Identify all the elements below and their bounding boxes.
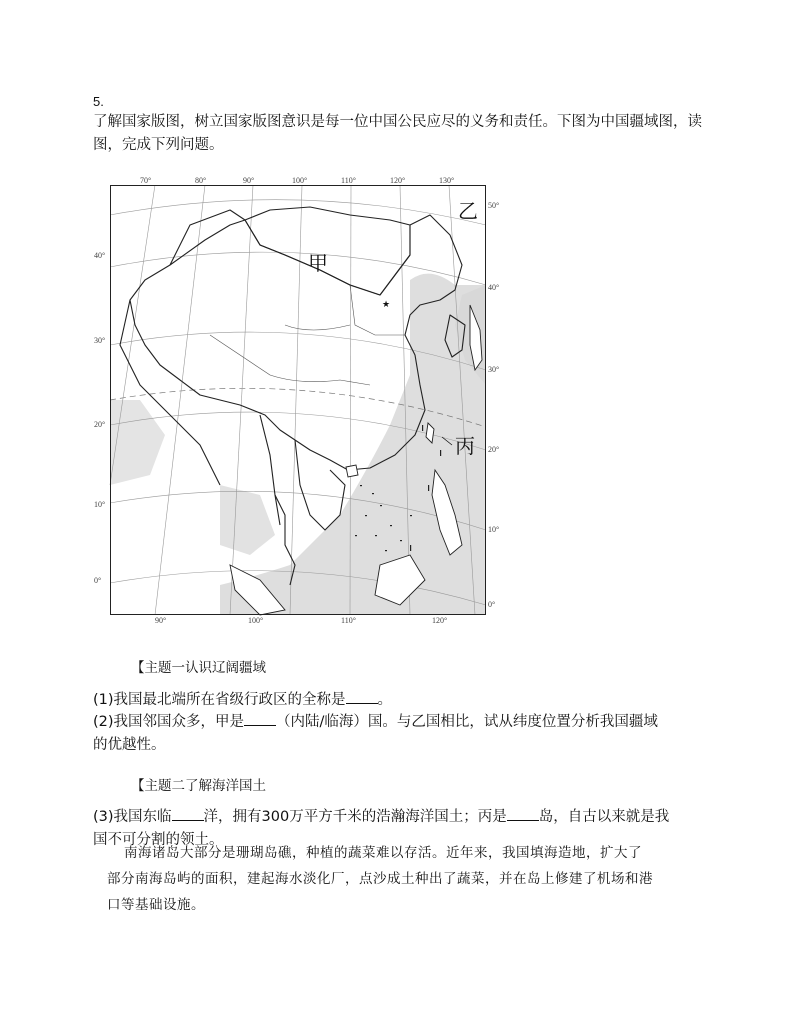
right-latitude-label: 0° xyxy=(488,600,496,609)
sea-area xyxy=(220,274,486,615)
q1-end: 。 xyxy=(377,692,393,708)
label-bing: 丙 xyxy=(455,434,475,458)
indochina-border xyxy=(295,440,345,530)
q2-text-line2: 的优越性。 xyxy=(93,737,166,753)
q2-text: (2)我国邻国众多，甲是 xyxy=(93,714,245,730)
passage-line-2: 部分南海岛屿的面积，建起海水淡化厂，点沙成土种出了蔬菜，并在岛上修建了机场和港 xyxy=(107,871,653,887)
theme2-title: 【主题二了解海洋国土 xyxy=(131,778,266,794)
sea-area-northwest-gulf xyxy=(110,400,165,485)
q3-text-mid: 洋，拥有300万平方千米的浩瀚海洋国土；丙是 xyxy=(203,809,507,825)
q3-ocean-blank[interactable] xyxy=(172,806,204,821)
question-1 xyxy=(93,689,713,712)
q1-text: (1)我国最北端所在省级行政区的全称是 xyxy=(93,692,346,708)
passage-line-1: 南海诸岛大部分是珊瑚岛礁，种植的蔬菜难以存活。近年来，我国填海造地，扩大了 xyxy=(124,845,642,861)
bottom-longitude-label: 90° xyxy=(155,616,167,625)
sea-area-southwest xyxy=(220,485,275,555)
left-latitude-label: 10° xyxy=(94,500,106,509)
hainan-island xyxy=(346,465,358,477)
theme1-title: 【主题一认识辽阔疆域 xyxy=(131,660,266,676)
right-latitude-label: 40° xyxy=(488,283,500,292)
q3-text-post: 岛，自古以来就是我 xyxy=(538,809,670,825)
reading-passage xyxy=(107,840,719,918)
left-latitude-label: 20° xyxy=(94,420,106,429)
q2-text-mid: （内陆/临海）国。与乙国相比，试从纬度位置分析我国疆域 xyxy=(276,714,658,730)
top-longitude-label: 100° xyxy=(292,176,308,185)
bottom-longitude-label: 110° xyxy=(341,616,356,625)
left-latitude-label: 40° xyxy=(94,251,106,260)
top-longitude-label: 80° xyxy=(195,176,207,185)
top-longitude-label: 130° xyxy=(439,176,455,185)
question-2 xyxy=(93,711,713,757)
top-longitude-label: 120° xyxy=(390,176,406,185)
label-jia: 甲 xyxy=(308,251,328,275)
question-intro: 了解国家版图，树立国家版图意识是每一位中国公民应尽的义务和责任。下图为中国疆域图，读图，完成下列问题。 xyxy=(93,114,702,153)
top-longitude-label: 70° xyxy=(140,176,152,185)
label-yi: 乙 xyxy=(458,199,478,223)
left-latitude-label: 30° xyxy=(94,336,106,345)
passage-line-3: 口等基础设施。 xyxy=(107,897,205,913)
q3-text: (3)我国东临 xyxy=(93,809,172,825)
q3-island-blank[interactable] xyxy=(507,806,539,821)
top-longitude-label: 110° xyxy=(341,176,356,185)
china-territory-map xyxy=(94,176,500,625)
right-latitude-label: 20° xyxy=(488,445,500,454)
left-latitude-label: 0° xyxy=(94,576,102,585)
bottom-longitude-label: 120° xyxy=(432,616,448,625)
right-latitude-label: 50° xyxy=(488,201,500,210)
top-longitude-label: 90° xyxy=(243,176,255,185)
right-latitude-label: 30° xyxy=(488,365,500,374)
q3-text-line2: 国不可分割的领土。 xyxy=(93,832,224,848)
capital-star-icon: ★ xyxy=(382,300,391,310)
right-latitude-label: 10° xyxy=(488,525,500,534)
q2-answer-blank[interactable] xyxy=(244,711,276,726)
bottom-longitude-label: 100° xyxy=(248,616,264,625)
question-number: 5. xyxy=(93,94,104,109)
q1-answer-blank[interactable] xyxy=(346,689,378,704)
